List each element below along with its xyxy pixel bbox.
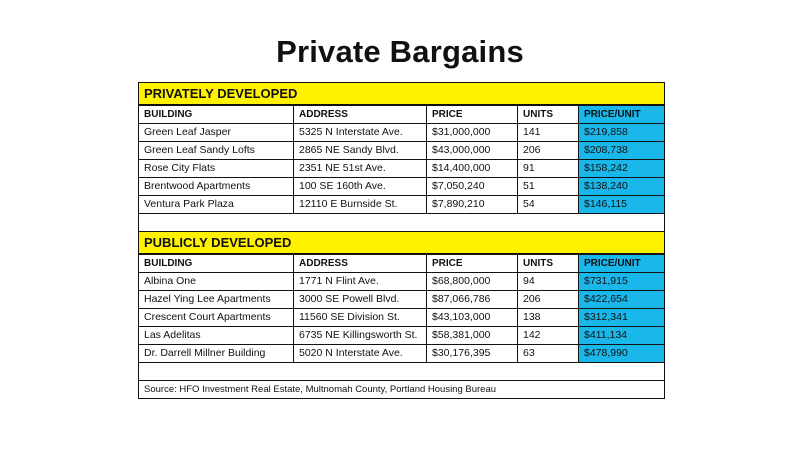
section-header [139,83,665,106]
table-cell: 63 [518,345,579,363]
column-header: ADDRESS [294,254,427,273]
table-cell: Albina One [139,273,294,291]
table-row [139,309,665,327]
column-header: BUILDING [139,105,294,124]
table-cell: 51 [518,178,579,196]
table-row [139,196,665,214]
table-cell: Hazel Ying Lee Apartments [139,291,294,309]
table-cell: Las Adelitas [139,327,294,345]
source-note: Source: HFO Investment Real Estate, Multnomah County, Portland Housing Bureau [139,381,665,399]
table-cell: 54 [518,196,579,214]
table-row [139,291,665,309]
column-header-row [139,254,665,273]
column-header: PRICE [427,105,518,124]
table-cell: Dr. Darrell Millner Building [139,345,294,363]
table-cell: 11560 SE Division St. [294,309,427,327]
table-cell: Green Leaf Jasper [139,124,294,142]
table-cell: $411,134 [579,327,665,345]
table-cell: 94 [518,273,579,291]
table-cell: $14,400,000 [427,160,518,178]
column-header-row [139,105,665,124]
table-cell: $31,000,000 [427,124,518,142]
table-cell: $138,240 [579,178,665,196]
column-header: PRICE [427,254,518,273]
table-row [139,178,665,196]
table-row [139,273,665,291]
bargains-table [138,82,665,399]
source-row [139,381,665,399]
table-cell: $58,381,000 [427,327,518,345]
table-cell: $312,341 [579,309,665,327]
table-cell: 142 [518,327,579,345]
table-cell: Crescent Court Apartments [139,309,294,327]
table-cell: $731,915 [579,273,665,291]
table-cell: Green Leaf Sandy Lofts [139,142,294,160]
table-cell: 2351 NE 51st Ave. [294,160,427,178]
table-cell: Brentwood Apartments [139,178,294,196]
table-cell: $68,800,000 [427,273,518,291]
section-header [139,232,665,255]
table-cell: Ventura Park Plaza [139,196,294,214]
table-cell: $87,066,786 [427,291,518,309]
spacer-row [139,214,665,232]
table-cell: 3000 SE Powell Blvd. [294,291,427,309]
table-cell: 91 [518,160,579,178]
table-cell: $43,103,000 [427,309,518,327]
section-label: PUBLICLY DEVELOPED [139,232,665,255]
column-header: PRICE/UNIT [579,254,665,273]
table-cell: 6735 NE Killingsworth St. [294,327,427,345]
table-cell: $43,000,000 [427,142,518,160]
table-cell: 2865 NE Sandy Blvd. [294,142,427,160]
table-cell: 206 [518,142,579,160]
table-cell: $158,242 [579,160,665,178]
table-row [139,345,665,363]
table-cell: 138 [518,309,579,327]
table-cell: $30,176,395 [427,345,518,363]
page-title: Private Bargains [276,34,524,69]
table-cell: $478,990 [579,345,665,363]
column-header: UNITS [518,105,579,124]
spacer-cell [139,214,665,232]
table-row [139,327,665,345]
table-cell: 141 [518,124,579,142]
column-header: BUILDING [139,254,294,273]
table-cell: 100 SE 160th Ave. [294,178,427,196]
table-cell: 5325 N Interstate Ave. [294,124,427,142]
table-cell: 5020 N Interstate Ave. [294,345,427,363]
table-row [139,124,665,142]
table-cell: $219,858 [579,124,665,142]
table-cell: 206 [518,291,579,309]
table-cell: $208,738 [579,142,665,160]
column-header: UNITS [518,254,579,273]
table-row [139,160,665,178]
table-cell: $146,115 [579,196,665,214]
column-header: ADDRESS [294,105,427,124]
table-cell: $7,050,240 [427,178,518,196]
table-row [139,142,665,160]
table-cell: Rose City Flats [139,160,294,178]
section-label: PRIVATELY DEVELOPED [139,83,665,106]
spacer-row [139,363,665,381]
spacer-cell [139,363,665,381]
table-cell: $7,890,210 [427,196,518,214]
column-header: PRICE/UNIT [579,105,665,124]
table-cell: 1771 N Flint Ave. [294,273,427,291]
table-cell: 12110 E Burnside St. [294,196,427,214]
table-cell: $422,654 [579,291,665,309]
